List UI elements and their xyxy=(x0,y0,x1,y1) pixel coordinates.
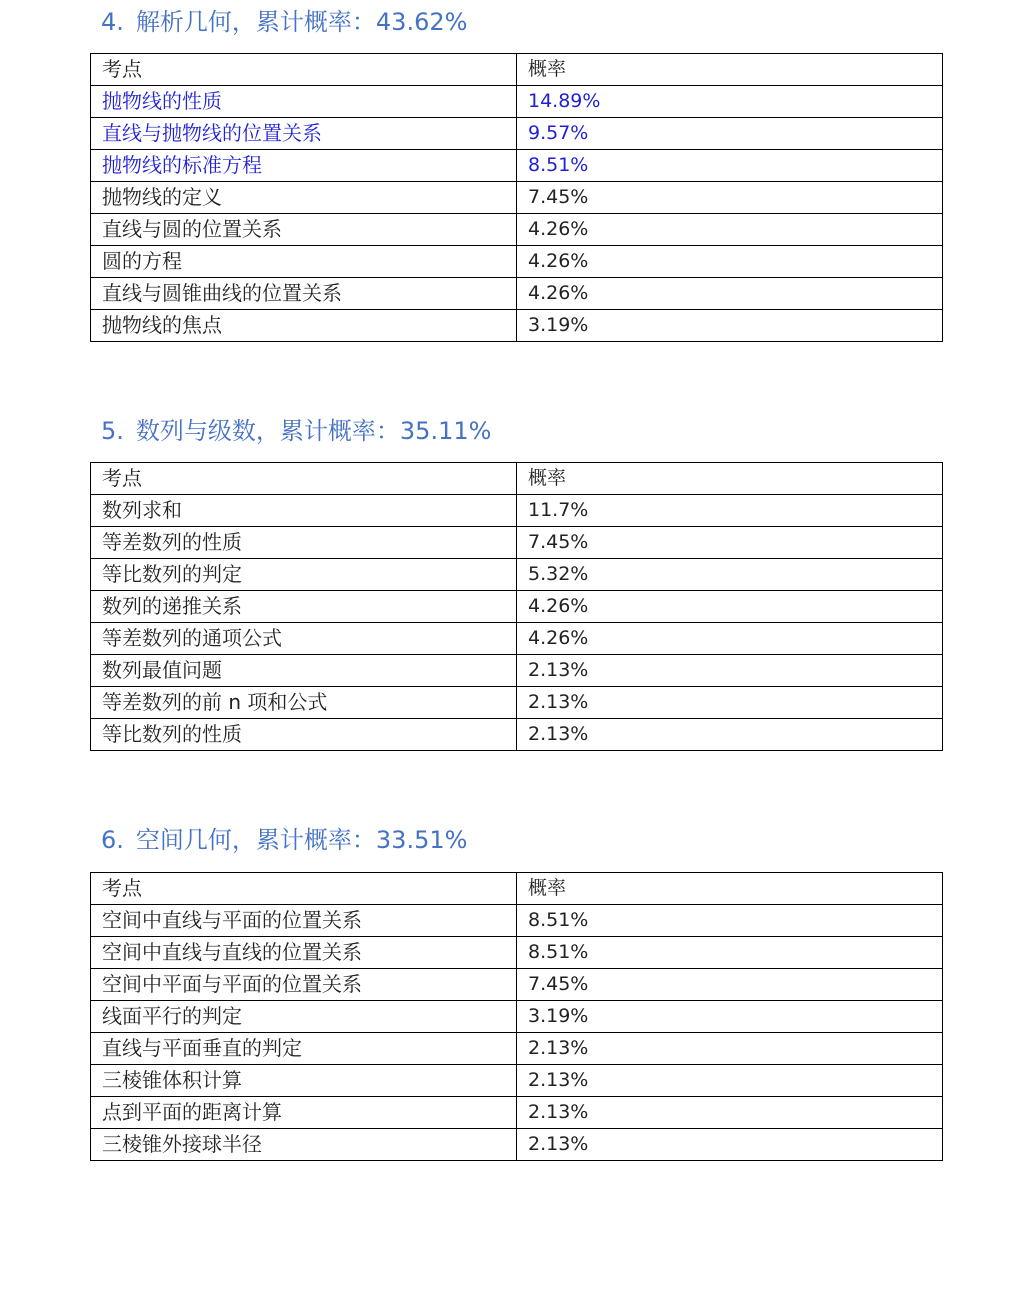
table-row xyxy=(91,150,943,182)
topic-cell: 抛物线的性质 xyxy=(91,86,517,118)
topic-cell: 数列的递推关系 xyxy=(91,591,517,623)
section-title-text: 数列与级数，累计概率：35.11% xyxy=(135,417,492,445)
rate-cell: 8.51% xyxy=(517,937,943,969)
table-row xyxy=(91,559,943,591)
section-number: 6. xyxy=(101,826,124,854)
section-number: 4. xyxy=(101,8,124,36)
table-row xyxy=(91,310,943,342)
table-row xyxy=(91,527,943,559)
probability-table xyxy=(90,872,943,1161)
rate-cell: 7.45% xyxy=(517,182,943,214)
topic-cell: 三棱锥体积计算 xyxy=(91,1065,517,1097)
table-header-row xyxy=(91,463,943,495)
topic-cell: 点到平面的距离计算 xyxy=(91,1097,517,1129)
rate-cell: 4.26% xyxy=(517,246,943,278)
rate-cell: 2.13% xyxy=(517,1065,943,1097)
topic-cell: 抛物线的焦点 xyxy=(91,310,517,342)
rate-cell: 2.13% xyxy=(517,719,943,751)
table-row xyxy=(91,655,943,687)
rate-cell: 2.13% xyxy=(517,655,943,687)
probability-table xyxy=(90,53,943,342)
topic-cell: 空间中直线与直线的位置关系 xyxy=(91,937,517,969)
table-row xyxy=(91,86,943,118)
section-title xyxy=(101,8,467,36)
rate-cell: 11.7% xyxy=(517,495,943,527)
rate-cell: 9.57% xyxy=(517,118,943,150)
topic-cell: 空间中直线与平面的位置关系 xyxy=(91,905,517,937)
table-row xyxy=(91,937,943,969)
section-title-text: 解析几何，累计概率：43.62% xyxy=(135,8,468,36)
topic-cell: 等差数列的前 n 项和公式 xyxy=(91,687,517,719)
topic-cell: 抛物线的定义 xyxy=(91,182,517,214)
table-row xyxy=(91,182,943,214)
topic-cell: 数列最值问题 xyxy=(91,655,517,687)
header-rate: 概率 xyxy=(517,873,943,905)
topic-cell: 等差数列的性质 xyxy=(91,527,517,559)
header-rate: 概率 xyxy=(517,54,943,86)
rate-cell: 3.19% xyxy=(517,1001,943,1033)
table-header-row xyxy=(91,54,943,86)
table-row xyxy=(91,118,943,150)
rate-cell: 7.45% xyxy=(517,527,943,559)
topic-cell: 空间中平面与平面的位置关系 xyxy=(91,969,517,1001)
rate-cell: 4.26% xyxy=(517,214,943,246)
table-row xyxy=(91,1001,943,1033)
rate-cell: 7.45% xyxy=(517,969,943,1001)
table-row xyxy=(91,495,943,527)
topic-cell: 等差数列的通项公式 xyxy=(91,623,517,655)
table-header-row xyxy=(91,873,943,905)
table-row xyxy=(91,719,943,751)
probability-table xyxy=(90,462,943,751)
table-row xyxy=(91,969,943,1001)
section-title-text: 空间几何，累计概率：33.51% xyxy=(135,826,468,854)
topic-cell: 直线与圆锥曲线的位置关系 xyxy=(91,278,517,310)
table-row xyxy=(91,591,943,623)
header-topic: 考点 xyxy=(91,463,517,495)
topic-cell: 数列求和 xyxy=(91,495,517,527)
header-topic: 考点 xyxy=(91,54,517,86)
topic-cell: 圆的方程 xyxy=(91,246,517,278)
rate-cell: 3.19% xyxy=(517,310,943,342)
rate-cell: 4.26% xyxy=(517,623,943,655)
rate-cell: 2.13% xyxy=(517,687,943,719)
table-row xyxy=(91,687,943,719)
topic-cell: 线面平行的判定 xyxy=(91,1001,517,1033)
table-row xyxy=(91,1033,943,1065)
section-number: 5. xyxy=(101,417,124,445)
topic-cell: 等比数列的判定 xyxy=(91,559,517,591)
table-row xyxy=(91,246,943,278)
rate-cell: 8.51% xyxy=(517,905,943,937)
rate-cell: 4.26% xyxy=(517,278,943,310)
table-row xyxy=(91,1097,943,1129)
topic-cell: 直线与圆的位置关系 xyxy=(91,214,517,246)
table-row xyxy=(91,278,943,310)
topic-cell: 抛物线的标准方程 xyxy=(91,150,517,182)
topic-cell: 直线与平面垂直的判定 xyxy=(91,1033,517,1065)
section-title xyxy=(101,417,491,445)
topic-cell: 三棱锥外接球半径 xyxy=(91,1129,517,1161)
table-row xyxy=(91,214,943,246)
header-topic: 考点 xyxy=(91,873,517,905)
rate-cell: 2.13% xyxy=(517,1129,943,1161)
rate-cell: 14.89% xyxy=(517,86,943,118)
rate-cell: 4.26% xyxy=(517,591,943,623)
rate-cell: 2.13% xyxy=(517,1033,943,1065)
topic-cell: 等比数列的性质 xyxy=(91,719,517,751)
table-row xyxy=(91,905,943,937)
table-row xyxy=(91,1129,943,1161)
table-row xyxy=(91,1065,943,1097)
rate-cell: 2.13% xyxy=(517,1097,943,1129)
topic-cell: 直线与抛物线的位置关系 xyxy=(91,118,517,150)
rate-cell: 8.51% xyxy=(517,150,943,182)
table-row xyxy=(91,623,943,655)
rate-cell: 5.32% xyxy=(517,559,943,591)
section-title xyxy=(101,826,467,854)
header-rate: 概率 xyxy=(517,463,943,495)
